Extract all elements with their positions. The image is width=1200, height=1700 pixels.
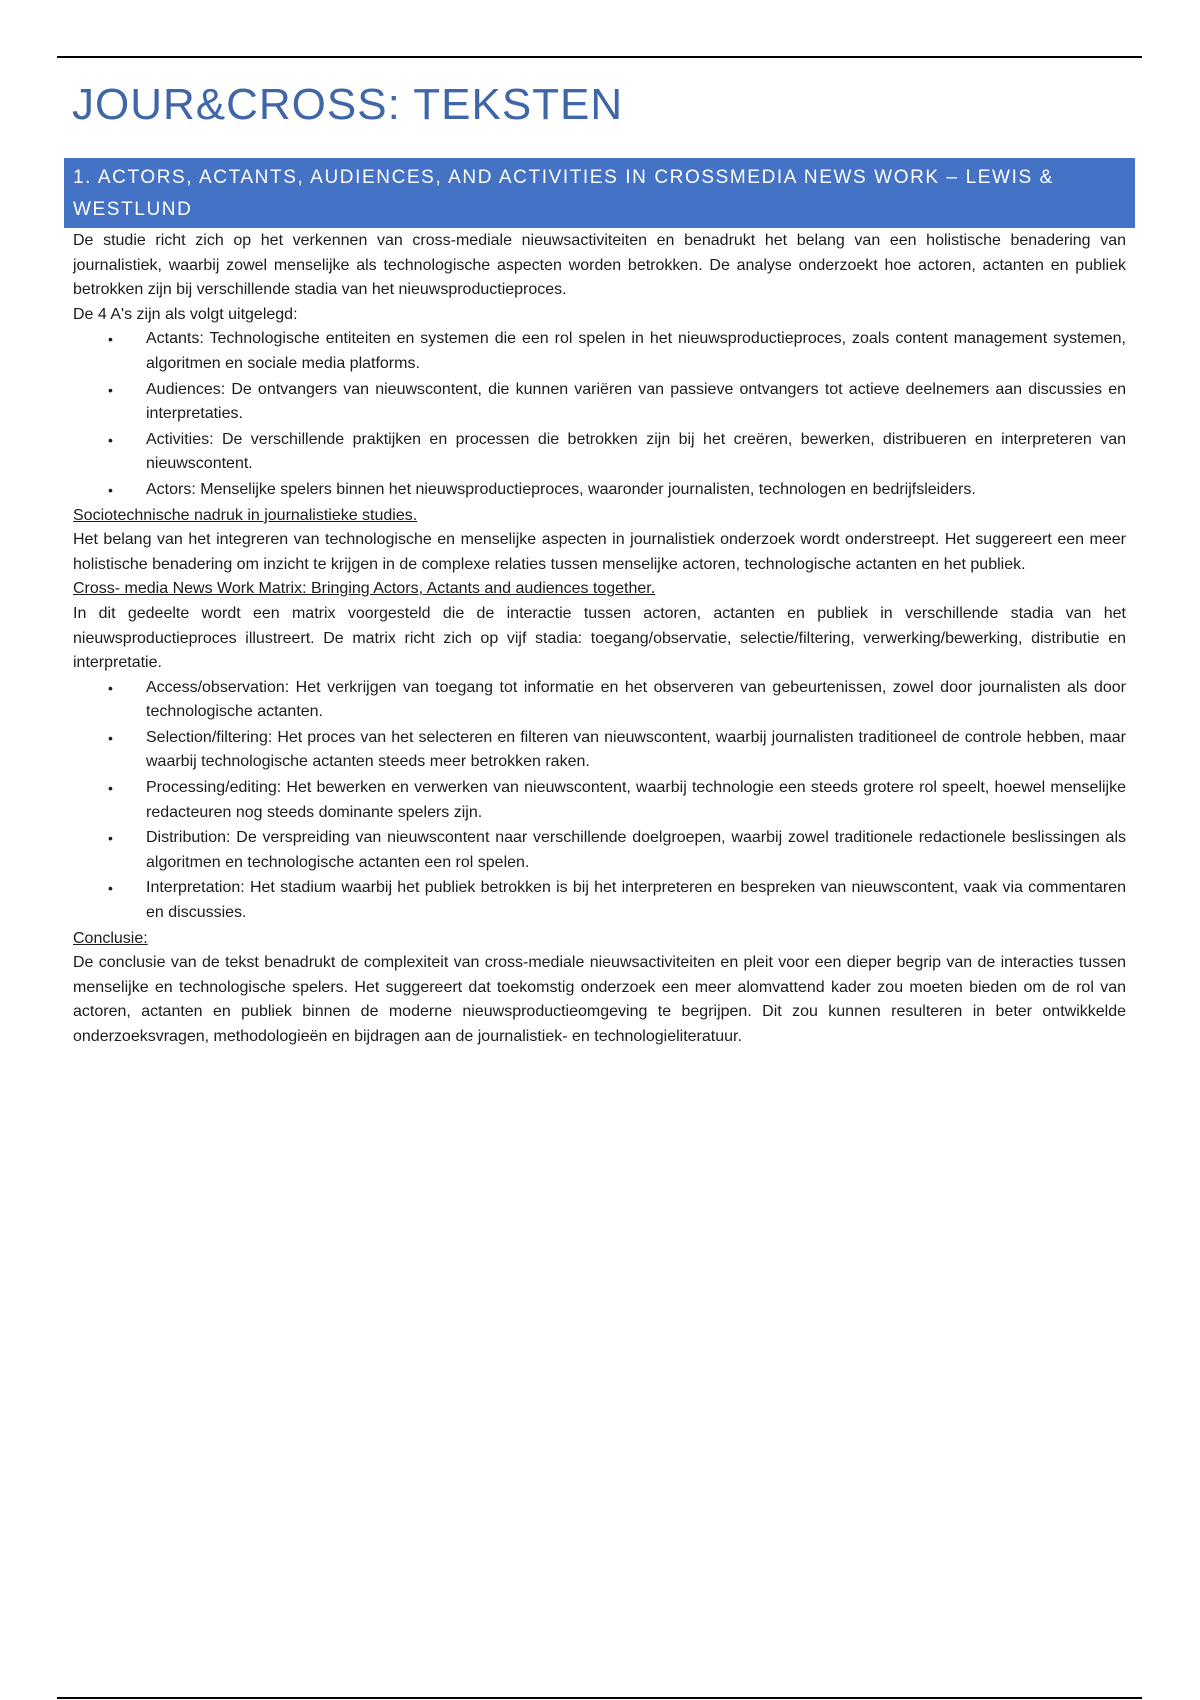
- section-heading: 1. ACTORS, ACTANTS, AUDIENCES, AND ACTIVITIES IN CROSSMEDIA NEWS WORK – LEWIS & WESTLUND: [64, 158, 1135, 228]
- page-title: JOUR&CROSS: TEKSTEN: [72, 80, 624, 129]
- matrix-list: [73, 676, 1126, 926]
- list-item-text: Activities: De verschillende praktijken en processen die betrokken zijn bij het creëren, bewerken, distribueren en interpreteren van nieuwscontent.: [146, 430, 1126, 473]
- four-a-list: [73, 327, 1126, 502]
- bullet-icon: •: [108, 679, 113, 696]
- list-item: [108, 428, 1126, 477]
- bullet-icon: •: [108, 729, 113, 746]
- list-item-text: Actors: Menselijke spelers binnen het nieuwsproductieproces, waaronder journalisten, technologen en bedrijfsleiders.: [146, 480, 976, 498]
- list-item: [108, 478, 1126, 503]
- conclusion-paragraph: De conclusie van de tekst benadrukt de complexiteit van cross-mediale nieuwsactiviteiten en pleit voor een dieper begrip van de interacties tussen menselijke en technologische spelers. Het suggereert dat toekomstig onderzoek een meer alomvattend kader zou moeten bieden om de rol van actoren, actanten en publiek binnen de moderne nieuwsproductieomgeving te begrijpen. Dit zou kunnen resulteren in beter ontwikkelde onderzoeksvragen, methodologieën en bijdragen aan de journalistiek- en technologieliteratuur.: [73, 954, 1126, 1045]
- list-item: [108, 776, 1126, 825]
- list-item: [108, 826, 1126, 875]
- bullet-icon: •: [108, 780, 113, 797]
- list-item-text: Actants: Technologische entiteiten en systemen die een rol spelen in het nieuwsproductieproces, zoals content management systemen, algoritmen en sociale media platforms.: [146, 330, 1126, 372]
- list-item-text: Interpretation: Het stadium waarbij het publiek betrokken is bij het interpreteren en bespreken van nieuwscontent, vaak via commentaren en discussies.: [146, 879, 1126, 922]
- list-item: [108, 876, 1126, 925]
- subheading-sociotechnical: Sociotechnische nadruk in journalistieke studies.: [73, 506, 418, 524]
- intro-paragraph: De studie richt zich op het verkennen van cross-mediale nieuwsactiviteiten en benadrukt het belang van een holistische benadering van journalistiek, waarbij zowel menselijke als technologische aspecten worden betrokken. De analyse onderzoekt hoe actoren, actanten en publiek betrokken zijn bij verschillende stadia van het nieuwsproductieproces.: [73, 232, 1126, 299]
- list-item-text: Access/observation: Het verkrijgen van toegang tot informatie en het observeren van gebeurtenissen, zowel door journalisten als door technologische actanten.: [146, 678, 1126, 721]
- bullet-icon: •: [108, 880, 113, 897]
- list-item-text: Audiences: De ontvangers van nieuwscontent, die kunnen variëren van passieve ontvangers tot actieve deelnemers aan discussies en interpretaties.: [146, 380, 1126, 423]
- bullet-icon: •: [108, 830, 113, 847]
- list-item: [108, 378, 1126, 427]
- list-item: [108, 327, 1126, 376]
- bullet-icon: •: [108, 481, 113, 498]
- sociotechnical-paragraph: Het belang van het integreren van technologische en menselijke aspecten in journalistiek onderzoek wordt onderstreept. Het suggereert een meer holistische benadering om inzicht te krijgen in de complexe relaties tussen menselijke actoren, technologische actanten en het publiek.: [73, 531, 1126, 573]
- list-item: [108, 676, 1126, 725]
- four-a-intro: De 4 A's zijn als volgt uitgelegd:: [73, 305, 298, 323]
- subheading-matrix: Cross- media News Work Matrix: Bringing Actors, Actants and audiences together.: [73, 580, 656, 598]
- document-body: [73, 229, 1126, 1050]
- list-item-text: Processing/editing: Het bewerken en verwerken van nieuwscontent, waarbij technologie een steeds grotere rol speelt, hoewel menselijke redacteuren nog steeds dominante spelers zijn.: [146, 779, 1126, 821]
- list-item-text: Distribution: De verspreiding van nieuwscontent naar verschillende doelgroepen, waarbij zowel traditionele redactionele beslissingen als algoritmen en technologische actanten een rol spelen.: [146, 829, 1126, 871]
- list-item-text: Selection/filtering: Het proces van het selecteren en filteren van nieuwscontent, waarbij journalisten traditioneel de controle hebben, maar waarbij technologische actanten steeds meer betrokken raken.: [146, 728, 1126, 771]
- footer-rule: [57, 1697, 1142, 1699]
- subheading-conclusion: Conclusie:: [73, 929, 148, 947]
- matrix-paragraph: In dit gedeelte wordt een matrix voorgesteld die de interactie tussen actoren, actanten en publiek in verschillende stadia van het nieuwsproductieproces illustreert. De matrix richt zich op vijf stadia: toegang/observatie, selectie/filtering, verwerking/bewerking, distributie en interpretatie.: [73, 604, 1126, 672]
- list-item: [108, 726, 1126, 775]
- bullet-icon: •: [108, 331, 113, 348]
- bullet-icon: •: [108, 431, 113, 448]
- bullet-icon: •: [108, 381, 113, 398]
- header-rule: [57, 56, 1142, 58]
